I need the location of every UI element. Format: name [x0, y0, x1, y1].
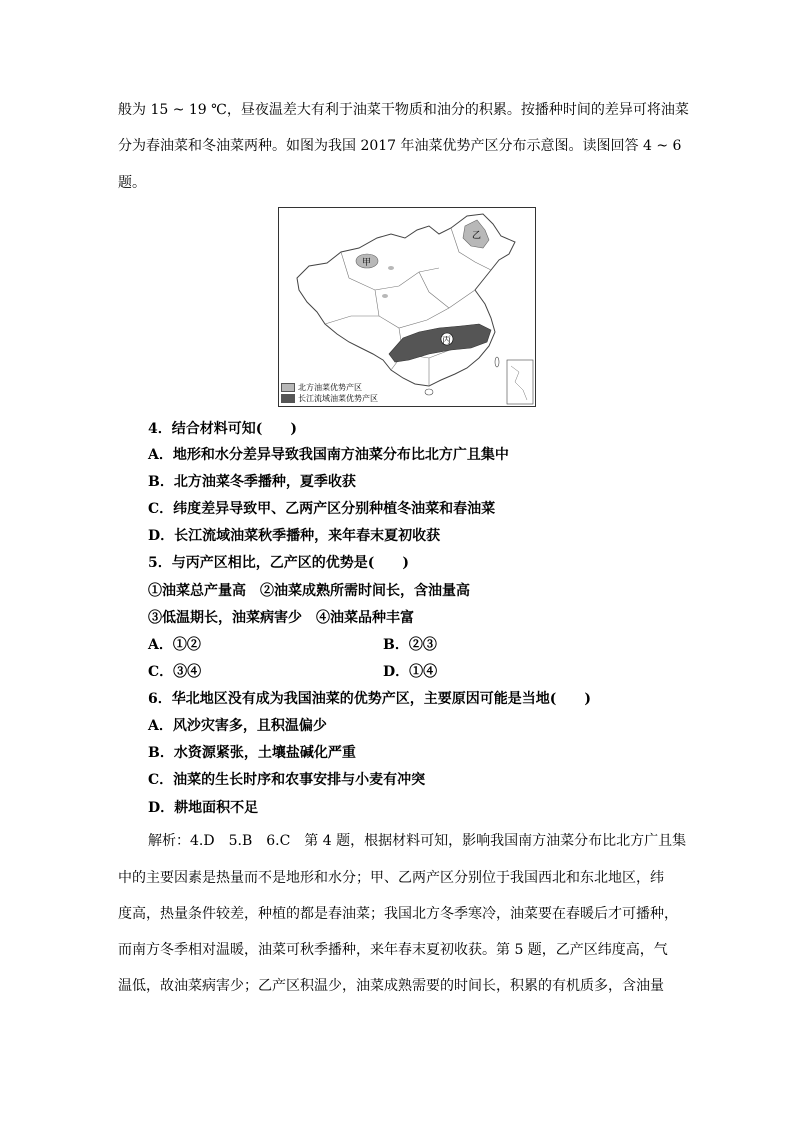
- map-legend: [281, 382, 378, 404]
- rapeseed-distribution-map: [278, 207, 536, 407]
- q6-option-c: C．油菜的生长时序和农事安排与小麦有冲突: [148, 772, 426, 788]
- q6-option-d: D．耕地面积不足: [148, 800, 259, 816]
- q5-option-d: D．①④: [383, 664, 438, 680]
- label-bing: 丙: [442, 336, 452, 346]
- q5-statement-2: ③低温期长，油菜病害少 ④油菜品种丰富: [148, 610, 414, 626]
- intro-line-1: 般为 15 ~ 19 ℃，昼夜温差大有利于油菜干物质和油分的积累。按播种时间的差异可将油菜: [118, 102, 689, 118]
- legend-swatch-north: [281, 383, 295, 392]
- q5-statement-1: ①油菜总产量高 ②油菜成熟所需时间长，含油量高: [148, 583, 470, 599]
- legend-north-label: 北方油菜优势产区: [298, 383, 362, 392]
- south-sea-inset: [507, 360, 533, 404]
- q6-option-b: B．水资源紧张，土壤盐碱化严重: [148, 745, 356, 761]
- q4-option-b: B．北方油菜冬季播种，夏季收获: [148, 474, 356, 490]
- q4-stem: 4．结合材料可知( ): [148, 421, 297, 437]
- legend-yangtze-label: 长江流域油菜优势产区: [298, 394, 378, 403]
- china-map-graphic: [279, 208, 535, 406]
- analysis-line-4: 而南方冬季相对温暖，油菜可秋季播种，来年春末夏初收获。第 5 题，乙产区纬度高，气: [118, 942, 668, 958]
- label-jia: 甲: [362, 258, 372, 268]
- q5-stem: 5．与丙产区相比，乙产区的优势是( ): [148, 555, 409, 571]
- intro-line-3: 题。: [118, 175, 146, 191]
- q4-option-d: D．长江流域油菜秋季播种，来年春末夏初收获: [148, 528, 441, 544]
- analysis-line-1: 解析：4.D 5.B 6.C 第 4 题，根据材料可知，影响我国南方油菜分布比北方广且集: [148, 833, 687, 849]
- q4-option-a: A．地形和水分差异导致我国南方油菜分布比北方广且集中: [148, 447, 509, 463]
- q5-option-c: C．③④: [148, 664, 202, 680]
- q6-stem: 6．华北地区没有成为我国油菜的优势产区，主要原因可能是当地( ): [148, 691, 591, 707]
- intro-line-2: 分为春油菜和冬油菜两种。如图为我国 2017 年油菜优势产区分布示意图。读图回答 4 ~ 6: [118, 138, 682, 154]
- q6-option-a: A．风沙灾害多，且积温偏少: [148, 718, 327, 734]
- analysis-line-3: 度高，热量条件较差，种植的都是春油菜；我国北方冬季寒冷，油菜要在春暖后才可播种，: [118, 906, 678, 922]
- legend-swatch-yangtze: [281, 394, 295, 403]
- q4-option-c: C．纬度差异导致甲、乙两产区分别种植冬油菜和春油菜: [148, 501, 496, 517]
- q5-option-b: B．②③: [383, 637, 437, 653]
- label-yi: 乙: [472, 231, 482, 241]
- q5-option-a: A．①②: [148, 637, 201, 653]
- analysis-line-5: 温低，故油菜病害少；乙产区积温少，油菜成熟需要的时间长，积累的有机质多，含油量: [118, 978, 664, 994]
- analysis-line-2: 中的主要因素是热量而不是地形和水分；甲、乙两产区分别位于我国西北和东北地区，纬: [118, 870, 664, 886]
